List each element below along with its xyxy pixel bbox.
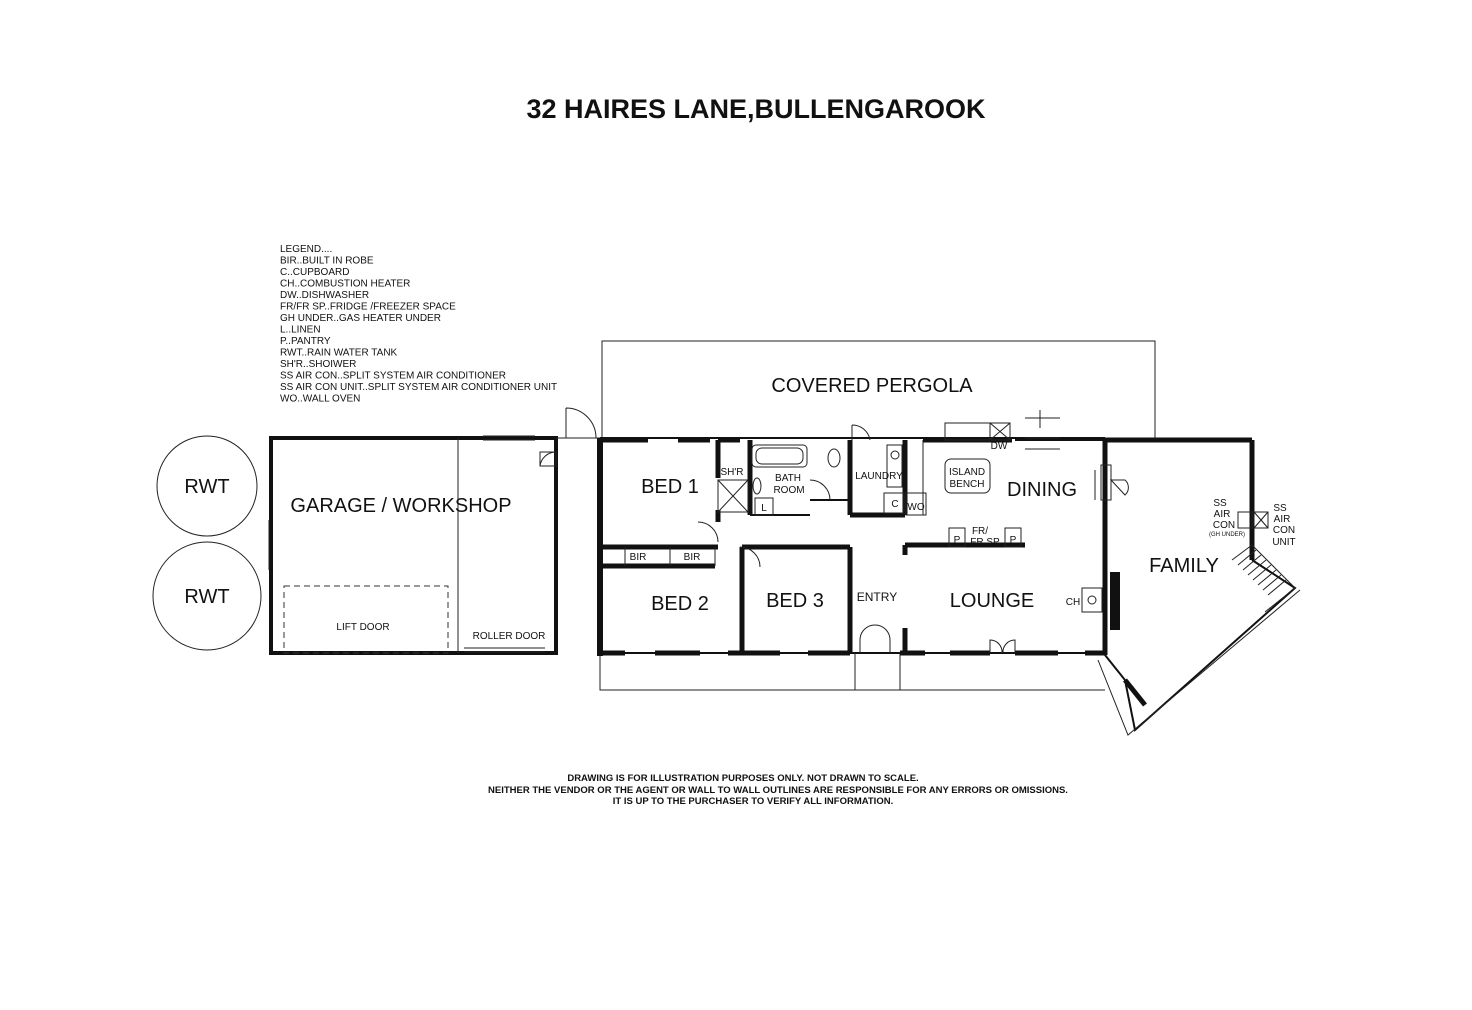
laundry-label: LAUNDRY: [855, 471, 903, 482]
legend-item-wo: WO..WALL OVEN: [280, 393, 361, 405]
side-gate: [556, 408, 600, 438]
bathroom-label-line1: BATH: [775, 473, 801, 484]
lounge-fixtures: [860, 572, 1115, 653]
family-label: FAMILY: [1149, 555, 1219, 577]
bir1-label: BIR: [629, 552, 647, 563]
legend: [280, 244, 557, 405]
legend-item-bir: BIR..BUILT IN ROBE: [280, 255, 374, 267]
bed3-label: BED 3: [766, 590, 824, 612]
legend-item-rwt: RWT..RAIN WATER TANK: [280, 347, 398, 359]
heater-label: CH: [1065, 597, 1081, 608]
garage-label: GARAGE / WORKSHOP: [290, 495, 512, 517]
aircon-label-line3: CON: [1212, 520, 1236, 531]
covered-pergola: [602, 341, 1155, 438]
disclaimer-line-3: IT IS UP TO THE PURCHASER TO VERIFY ALL INFORMATION.: [612, 796, 894, 807]
legend-item-p: P..PANTRY: [280, 336, 331, 347]
tank-label: RWT: [184, 586, 230, 608]
legend-heading: LEGEND....: [280, 244, 333, 255]
garage-workshop: [269, 436, 556, 653]
tank-label: RWT: [184, 476, 230, 498]
legend-item-l: L..LINEN: [280, 324, 321, 336]
cupboard-label: C: [891, 499, 899, 510]
aircon-label-line2: AIR: [1213, 509, 1231, 520]
plan-title: 32 HAIRES LANE,BULLENGAROOK: [526, 94, 986, 124]
bir2-label: BIR: [683, 552, 701, 563]
aircon-unit-label-line2: AIR: [1273, 514, 1291, 525]
legend-item-shr: SH'R..SHOIWER: [280, 359, 357, 370]
legend-item-ch: CH..COMBUSTION HEATER: [280, 278, 411, 290]
disclaimer-line-2: NEITHER THE VENDOR OR THE AGENT OR WALL TO WALL OUTLINES ARE RESPONSIBLE FOR ANY ERRORS OR OMISSIONS.: [488, 785, 1068, 796]
dining-label: DINING: [1007, 479, 1077, 501]
wall-oven-label: WO: [907, 502, 925, 513]
legend-item-c: C..CUPBOARD: [280, 267, 350, 278]
fridge-label-line2: FR SP: [970, 537, 1000, 548]
lift-door-label: LIFT DOOR: [336, 622, 390, 633]
legend-item-gh: GH UNDER..GAS HEATER UNDER: [280, 313, 441, 324]
dishwasher-label: DW: [990, 441, 1008, 452]
disclaimer: [488, 773, 1068, 807]
island-label-line1: ISLAND: [948, 467, 986, 478]
aircon-note: (GH UNDER): [1209, 532, 1245, 538]
aircon-unit-label-line3: CON: [1272, 525, 1296, 536]
pantry1-label: P: [953, 535, 961, 546]
roller-door-label: ROLLER DOOR: [472, 631, 546, 642]
lift-door: [284, 586, 448, 653]
entry-label: ENTRY: [856, 590, 898, 604]
bathroom-label-line2: ROOM: [773, 485, 805, 496]
rain-water-tank-2: [153, 542, 261, 650]
legend-item-ss-air-con: SS AIR CON..SPLIT SYSTEM AIR CONDITIONER: [280, 370, 506, 382]
shower-label: SH'R: [720, 467, 744, 478]
legend-item-ss-air-con-unit: SS AIR CON UNIT..SPLIT SYSTEM AIR CONDITIONER UNIT: [280, 382, 558, 393]
bed1-label: BED 1: [641, 476, 699, 498]
disclaimer-line-1: DRAWING IS FOR ILLUSTRATION PURPOSES ONLY. NOT DRAWN TO SCALE.: [567, 773, 919, 784]
combustion-heater: [1082, 588, 1102, 612]
linen-label: L: [761, 503, 767, 514]
aircon-unit-label-line1: SS: [1273, 503, 1287, 514]
pantry2-label: P: [1009, 535, 1017, 546]
aircon-label-line1: SS: [1213, 498, 1227, 509]
legend-item-dw: DW..DISHWASHER: [280, 290, 370, 301]
fridge-label-line1: FR/: [971, 526, 989, 537]
aircon-unit-label-line4: UNIT: [1272, 537, 1296, 548]
lounge-label: LOUNGE: [949, 590, 1035, 612]
legend-item-fr: FR/FR SP..FRIDGE /FREEZER SPACE: [280, 301, 456, 313]
rain-water-tank-1: [157, 436, 257, 536]
bed2-label: BED 2: [651, 593, 709, 615]
island-label-line2: BENCH: [949, 479, 985, 490]
pergola-label: COVERED PERGOLA: [771, 375, 973, 397]
